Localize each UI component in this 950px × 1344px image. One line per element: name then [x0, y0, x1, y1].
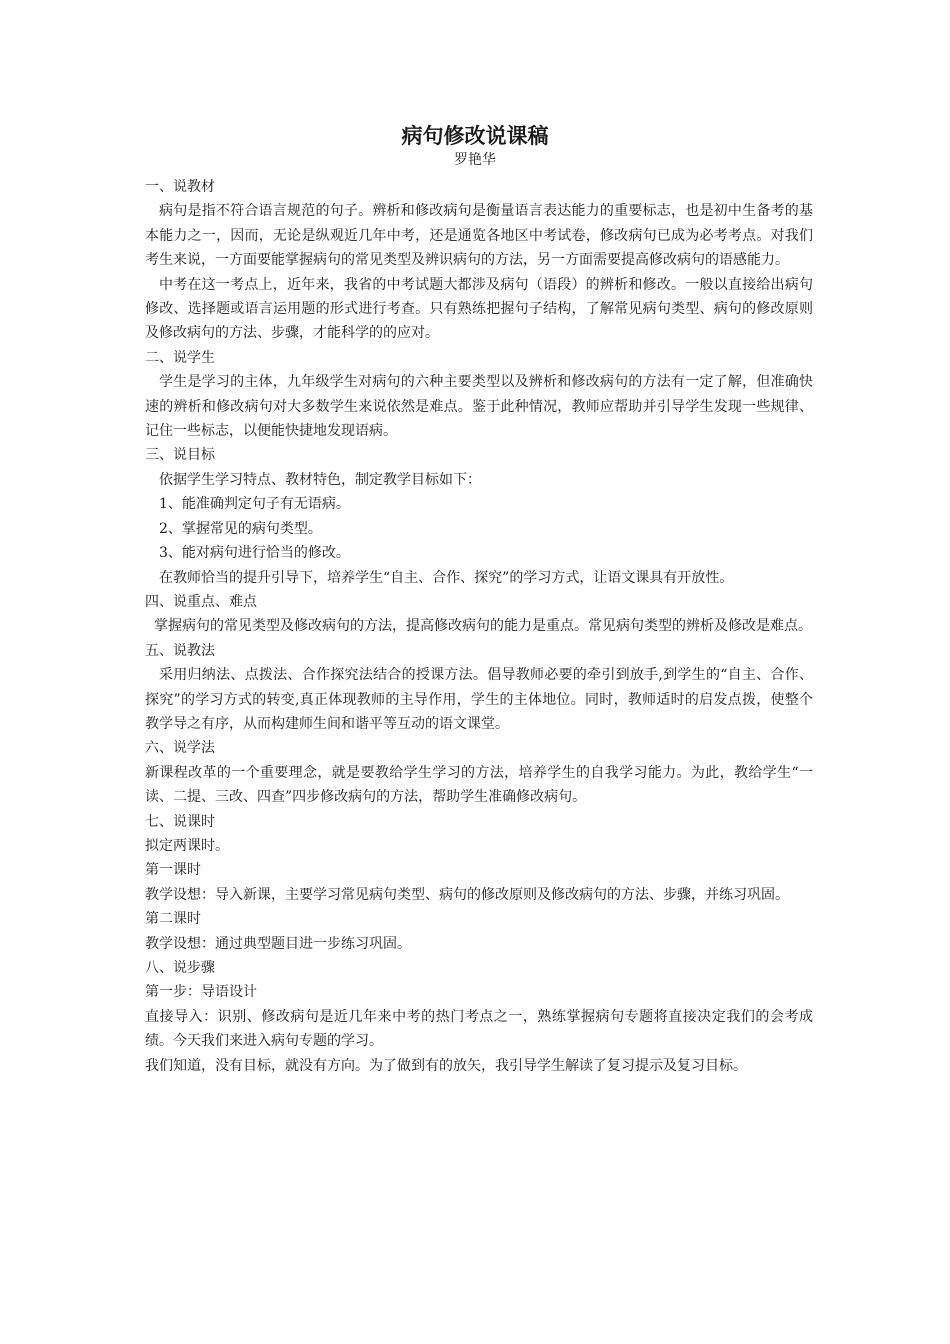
section-heading: 第一课时 — [145, 862, 201, 879]
paragraph: 依据学生学习特点、教材特色，制定教学目标如下： — [159, 471, 481, 488]
paragraph: 1、能准确判定句子有无语病。 — [159, 496, 350, 513]
document-title: 病句修改说课稿 — [401, 124, 549, 148]
paragraph: 学生是学习的主体，九年级学生对病句的六种主要类型以及辨析和修改病句的方法有一定了解，但准确快速的辨析和修改病句对大多数学生来说依然是难点。鉴于此种情况，教师应帮助并引导学生发现一些规律、记住一些标志，以便能快捷地发现语病。 — [145, 374, 813, 440]
section-heading: 五、说教法 — [145, 642, 215, 659]
paragraph: 采用归纳法、点拨法、合作探究法结合的授课方法。倡导教师必要的牵引到放手,到学生的“自主、合作、探究”的学习方式的转变,真正体现教师的主导作用，学生的主体地位。同时，教师适时的启发点拨，使整个教学导之有序，从而构建师生间和谐平等互动的语文课堂。 — [145, 667, 813, 732]
paragraph: 在教师恰当的提升引导下，培养学生“自主、合作、探究”的学习方式，让语文课具有开放性。 — [159, 569, 734, 586]
paragraph: 病句是指不符合语言规范的句子。辨析和修改病句是衡量语言表达能力的重要标志，也是初中生备考的基本能力之一，因而，无论是纵观近几年中考，还是通览各地区中考试卷，修改病句已成为必考考点。对我们考生来说，一方面要能掌握病句的常见类型及辨识病句的方法，另一方面需要提高修改病句的语感能力。 — [145, 203, 813, 269]
section-heading: 第一步：导语设计 — [145, 984, 257, 1001]
section-heading: 四、说重点、难点 — [145, 593, 257, 610]
paragraph: 3、能对病句进行恰当的修改。 — [159, 545, 350, 562]
section-heading: 八、说步骤 — [145, 960, 215, 976]
paragraph: 中考在这一考点上，近年来，我省的中考试题大都涉及病句（语段）的辨析和修改。一般以直接给出病句修改、选择题或语言运用题的形式进行考查。只有熟练把握句子结构，了解常见病句类型、病句的修改原则及修改病句的方法、步骤，才能科学的的应对。 — [145, 276, 813, 342]
section-heading: 七、说课时 — [145, 813, 215, 830]
paragraph: 直接导入：识别、修改病句是近几年来中考的热门考点之一，熟练掌握病句专题将直接决定我们的会考成绩。今天我们来进入病句专题的学习。 — [145, 1008, 813, 1050]
section-heading: 六、说学法 — [145, 740, 215, 757]
paragraph: 新课程改革的一个重要理念，就是要教给学生学习的方法，培养学生的自我学习能力。为此，教给学生“一读、二提、三改、四查”四步修改病句的方法，帮助学生准确修改病句。 — [145, 764, 813, 806]
document-author: 罗艳华 — [454, 152, 496, 168]
paragraph: 教学设想：通过典型题目进一步练习巩固。 — [145, 935, 411, 952]
paragraph: 2、掌握常见的病句类型。 — [159, 520, 322, 537]
section-heading: 拟定两课时。 — [145, 837, 229, 854]
paragraph: 教学设想：导入新课，主要学习常见病句类型、病句的修改原则及修改病句的方法、步骤，并练习巩固。 — [145, 886, 789, 903]
section-heading: 二、说学生 — [145, 349, 215, 366]
paragraph: 掌握病句的常见类型及修改病句的方法，提高修改病句的能力是重点。常见病句类型的辨析及修改是难点。 — [154, 618, 812, 635]
section-heading: 一、说教材 — [145, 179, 215, 195]
document-body — [145, 175, 813, 1078]
section-heading: 三、说目标 — [145, 447, 215, 464]
paragraph: 我们知道，没有目标，就没有方向。为了做到有的放矢，我引导学生解读了复习提示及复习目标。 — [145, 1057, 747, 1074]
section-heading: 第二课时 — [145, 911, 201, 928]
